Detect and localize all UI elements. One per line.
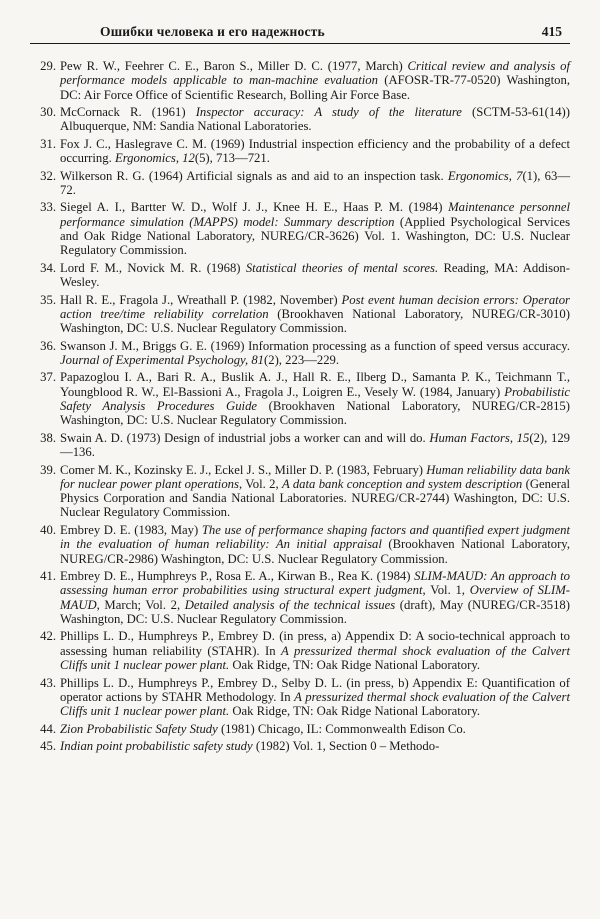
reference-item	[30, 629, 570, 672]
reference-title-italic: Maintenance personnel performance simulation (MAPPS) model: Summary description	[60, 200, 570, 229]
reference-text: Lord F. M., Novick M. R. (1968)	[60, 260, 246, 275]
reference-text: Phillips L. D., Humphreys P., Embrey D. (in press, a) Appendix D: A socio-technical approach to assessing human reliability (STAHR). In	[60, 629, 570, 658]
reference-number: 40.	[40, 522, 56, 537]
reference-title-italic: Journal of Experimental Psychology, 81	[60, 352, 265, 367]
reference-title-italic: A pressurized thermal shock evaluation of the Calvert Cliffs unit 1 nuclear power plant.	[60, 643, 570, 673]
reference-title-italic: The use of performance shaping factors and quantified expert judgment in the evaluation of human reliability: An initial appraisal	[60, 522, 570, 552]
reference-title-italic: Human Factors, 15	[429, 430, 530, 445]
reference-title-italic: Overview of SLIM-MAUD	[60, 583, 570, 612]
reference-text: (Brookhaven National Laboratory, NUREG/CR-2986) Washington, DC: U.S. Nuclear Regulatory Commission.	[60, 537, 570, 566]
reference-item	[30, 293, 570, 336]
reference-number: 29.	[40, 59, 56, 73]
reference-title-italic: A pressurized thermal shock evaluation of the Calvert Cliffs unit 1 nuclear power plant.	[60, 689, 570, 719]
reference-title-italic: Ergonomics, 7	[447, 168, 523, 183]
reference-number: 37.	[40, 370, 56, 385]
reference-item	[30, 59, 570, 102]
reference-text: Comer M. K., Kozinsky E. J., Eckel J. S., Miller D. P. (1983, February)	[60, 462, 427, 477]
reference-item	[30, 105, 570, 134]
page-header	[30, 24, 570, 44]
reference-title-italic: Detailed analysis of the technical issues	[184, 597, 396, 612]
reference-text: , Vol. 2,	[238, 476, 282, 491]
reference-title-italic: Indian point probabilistic safety study	[60, 739, 253, 754]
reference-item	[30, 676, 570, 719]
reference-number: 43.	[40, 675, 56, 690]
reference-text: Embrey D. E. (1983, May)	[60, 522, 202, 537]
reference-title-italic: Statistical theories of mental scores.	[245, 260, 439, 275]
reference-number: 44.	[40, 721, 56, 736]
reference-text: Embrey D. E., Humphreys P., Rosa E. A., Kirwan B., Rea K. (1984)	[60, 569, 415, 584]
reference-item	[30, 261, 570, 290]
reference-text: (2), 223—229.	[264, 352, 340, 367]
reference-text: (draft), May (NUREG/CR-3518) Washington, DC: U.S. Nuclear Regulatory Commission.	[60, 597, 570, 626]
reference-number: 39.	[40, 462, 56, 477]
reference-item	[30, 431, 570, 460]
reference-text: Phillips L. D., Humphreys P., Embrey D., Selby D. L. (in press, b) Appendix E: Quantification of operator actions by STAHR Methodology. In	[60, 675, 570, 704]
reference-text: (Brookhaven National Laboratory, NUREG/CR-2815) Washington, DC: U.S. Nuclear Regulatory Commission.	[60, 399, 570, 428]
reference-text: Reading, MA: Addison-Wesley.	[60, 260, 570, 290]
reference-item	[30, 569, 570, 626]
reference-text: (1982) Vol. 1, Section 0 – Methodo-	[252, 739, 440, 754]
reference-text: , March; Vol. 2,	[96, 597, 185, 612]
reference-text: (5), 713—721.	[194, 151, 270, 166]
reference-item	[30, 523, 570, 566]
reference-title-italic: Inspector accuracy: A study of the literature	[195, 105, 462, 120]
reference-text: (2), 129—136.	[60, 430, 571, 460]
reference-text: (1), 63—72.	[60, 168, 571, 197]
reference-title-italic: A data bank conception and system description	[281, 476, 523, 491]
reference-title-italic: Human reliability data bank for nuclear power plant operations	[60, 462, 570, 491]
reference-item	[30, 463, 570, 520]
reference-text: (Brookhaven National Laboratory, NUREG/CR-3010) Washington, DC: U.S. Nuclear Regulatory Commission.	[60, 306, 570, 336]
reference-title-italic: Post event human decision errors: Operator action tree/time reliability correlation	[60, 292, 570, 321]
reference-title-italic: Ergonomics, 12	[114, 151, 195, 166]
reference-text: Pew R. W., Feehrer C. E., Baron S., Miller D. C. (1977, March)	[60, 59, 408, 73]
reference-text: (1981) Chicago, IL: Commonwealth Edison Co.	[217, 721, 466, 736]
reference-text: Oak Ridge, TN: Oak Ridge National Laboratory.	[229, 704, 481, 719]
reference-number: 31.	[40, 136, 56, 151]
reference-text: Swanson J. M., Briggs G. E. (1969) Information processing as a function of speed versus accuracy.	[60, 338, 570, 353]
reference-item	[30, 722, 570, 736]
running-title: Ошибки человека и его надежность	[100, 24, 325, 39]
reference-number: 38.	[40, 430, 56, 445]
reference-text: Hall R. E., Fragola J., Wreathall P. (1982, November)	[60, 292, 342, 307]
reference-text: Wilkerson R. G. (1964) Artificial signals as and aid to an inspection task.	[60, 168, 448, 183]
reference-text: Swain A. D. (1973) Design of industrial jobs a worker can and will do.	[60, 430, 430, 445]
reference-number: 35.	[40, 292, 56, 307]
reference-number: 45.	[40, 739, 56, 754]
reference-title-italic: SLIM-MAUD: An approach to assessing human error probabilities using structural expert judgment	[60, 569, 570, 598]
reference-number: 32.	[40, 168, 56, 183]
reference-number: 30.	[40, 105, 56, 120]
reference-text: Papazoglou I. A., Bari R. A., Buslik A. J., Hall R. E., Ilberg D., Samanta P. K., Teichmann T., Youngblood R. W., El-Bassioni A., Fragola J., Loigren E., Vesely W. (1984, January)	[60, 370, 570, 399]
reference-number: 41.	[40, 569, 56, 584]
reference-item	[30, 339, 570, 368]
reference-title-italic: Zion Probabilistic Safety Study	[60, 721, 218, 736]
reference-title-italic: Probabilistic Safety Analysis Procedures Guide	[60, 384, 570, 414]
reference-number: 36.	[40, 338, 56, 353]
reference-item	[30, 137, 570, 166]
reference-text: McCornack R. (1961)	[60, 105, 196, 120]
reference-number: 34.	[40, 260, 56, 275]
reference-number: 33.	[40, 200, 56, 215]
page-number: 415	[541, 24, 562, 39]
reference-title-italic: Critical review and analysis of performance models applicable to man-machine evaluation	[60, 59, 570, 88]
reference-text: (General Physics Corporation and Sandia National Laboratories. NUREG/CR-2744) Washington, DC: U.S. Nuclear Regulatory Commission.	[60, 476, 570, 520]
reference-item	[30, 200, 570, 257]
reference-text: Oak Ridge, TN: Oak Ridge National Laboratory.	[229, 658, 481, 673]
reference-text: Fox J. C., Haslegrave C. M. (1969) Industrial inspection efficiency and the probability of a defect occurring.	[60, 136, 570, 166]
reference-text: (AFOSR-TR-77-0520) Washington, DC: Air Force Office of Scientific Research, Bolling Air Force Base.	[60, 73, 570, 102]
reference-text: , Vol. 1,	[422, 583, 470, 598]
reference-text: (SCTM-53-61(14)) Albuquerque, NM: Sandia National Laboratories.	[60, 105, 570, 134]
reference-item	[30, 169, 570, 198]
reference-number: 42.	[40, 629, 56, 644]
reference-list	[30, 59, 570, 753]
reference-item	[30, 739, 570, 753]
reference-text: (Applied Psychological Services and Oak Ridge National Laboratory, NUREG/CR-3626) Vol. 1. Washington, DC: U.S. Nuclear Regulatory Commission.	[60, 214, 571, 258]
reference-text: Siegel A. I., Bartter W. D., Wolf J. J., Knee H. E., Haas P. M. (1984)	[60, 200, 449, 215]
reference-item	[30, 370, 570, 427]
